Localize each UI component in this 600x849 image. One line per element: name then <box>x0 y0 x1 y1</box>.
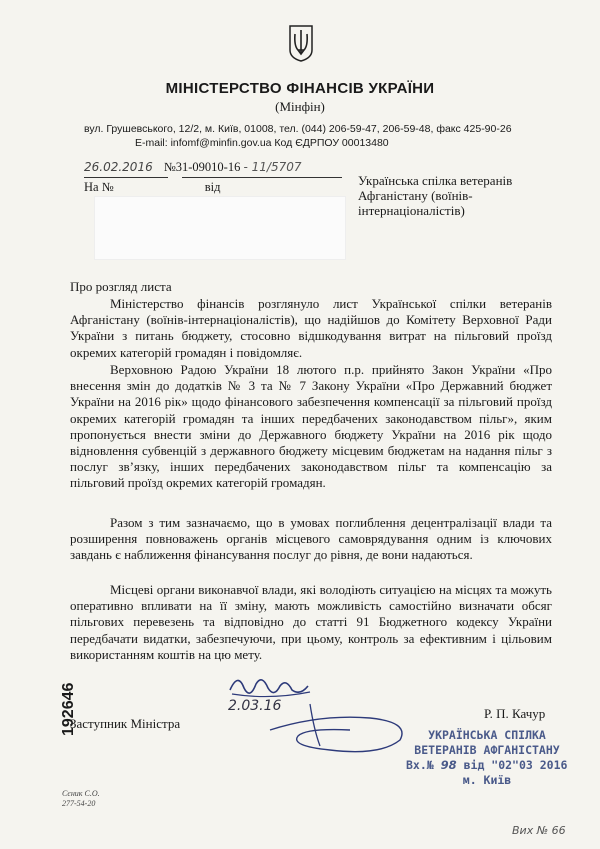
redacted-area <box>94 196 346 260</box>
handwritten-number-suffix: - 11/5707 <box>243 160 302 174</box>
incoming-stamp <box>392 728 582 788</box>
body-paragraph: Міністерство фінансів розглянуло лист Української спілки ветеранів Афганістану (воїнів-інтернаціоналістів), що надійшов до Комітету Верховної Ради України з питань бюджету, стосовно відшкодування витрат на пільговий проїзд окремих категорій громадян і повідомляє. <box>70 296 552 360</box>
stamp-incoming-line <box>392 758 582 773</box>
number-underline <box>182 177 342 178</box>
stamp-date: 03 2016 <box>518 758 568 772</box>
email-line: E-mail: infomf@minfin.gov.ua Код ЄДРПОУ 00013480 <box>135 137 389 149</box>
signatory-title: Заступник Міністра <box>70 716 181 731</box>
stamp-incoming-number: 98 <box>440 758 457 772</box>
recipient-address <box>358 173 558 218</box>
trident-emblem-icon <box>288 24 314 62</box>
pencil-note: Вих № 66 <box>512 824 566 837</box>
ministry-short-name: (Мінфін) <box>275 99 325 114</box>
stamp-org-line: УКРАЇНСЬКА СПІЛКА <box>428 728 546 742</box>
stamp-incoming-label: Вх.№ <box>406 758 434 772</box>
letter-subject: Про розгляд листа <box>70 279 172 294</box>
outgoing-date: 26.02.2016 <box>84 160 153 174</box>
body-paragraph: Разом з тим зазначаємо, що в умовах поглиблення децентралізації влади та розширення повноважень органів місцевого самоврядування одним із ключових завдань є наближення фінансування послуг до рівня, де вони надаються. <box>70 515 552 563</box>
date-underline <box>84 177 168 178</box>
handwritten-signature-date: 2.03.16 <box>228 698 282 714</box>
outgoing-registration <box>84 160 301 175</box>
stamp-city: м. Київ <box>462 773 512 787</box>
reference-line <box>84 180 221 195</box>
registry-side-number: 192646 <box>60 682 77 736</box>
stamp-date-label: від "02" <box>463 758 519 772</box>
outgoing-number: №31-09010-16 <box>163 160 241 174</box>
body-paragraph: Місцеві органи виконавчої влади, які володіють ситуацією на місцях та можуть оперативно впливати на її зміну, мають можливість самостійно визначати обсяг пільгових перевезень та відповідно до статті 91 Бюджетного кодексу України передбачати видатки, забезпечуючи, при цьому, контроль за ефективним і цільовим використанням коштів на цю мету. <box>70 582 552 662</box>
stamp-org-line: ВЕТЕРАНІВ АФГАНІСТАНУ <box>414 743 560 757</box>
executor-phone: 277-54-20 <box>62 799 96 808</box>
signatory-name: Р. П. Качур <box>484 706 546 721</box>
address-line: вул. Грушевського, 12/2, м. Київ, 01008, тел. (044) 206-59-47, 206-59-48, факс 425-90-26 <box>84 123 512 135</box>
executor-name: Сєник С.О. <box>62 789 100 798</box>
reference-from-label: від <box>204 180 221 194</box>
recipient-line: Українська спілка ветеранів <box>358 173 513 188</box>
recipient-line: Афганістану (воїнів- <box>358 188 473 203</box>
body-paragraph: Верховною Радою України 18 лютого п.р. прийнято Закон України «Про внесення змін до додатків № 3 та № 7 Закону України «Про Державний бюджет України на 2016 рік» щодо фінансового забезпечення компенсації за пільговий проїзд окремих категорій громадян та інших передбачених законодавством пільг», яким пропонується внести зміни до Державного бюджету України на 2016 рік щодо відновлення субвенцій з державного бюджету місцевим бюджетам на надання пільг з послуг зв’язку, інших передбачених законодавством пільг та компенсацію за пільговий проїзд окремих категорій громадян. <box>70 362 552 491</box>
recipient-line: інтернаціоналістів) <box>358 203 465 218</box>
reference-label: На № <box>84 180 114 194</box>
ministry-name: МІНІСТЕРСТВО ФІНАНСІВ УКРАЇНИ <box>165 80 435 97</box>
